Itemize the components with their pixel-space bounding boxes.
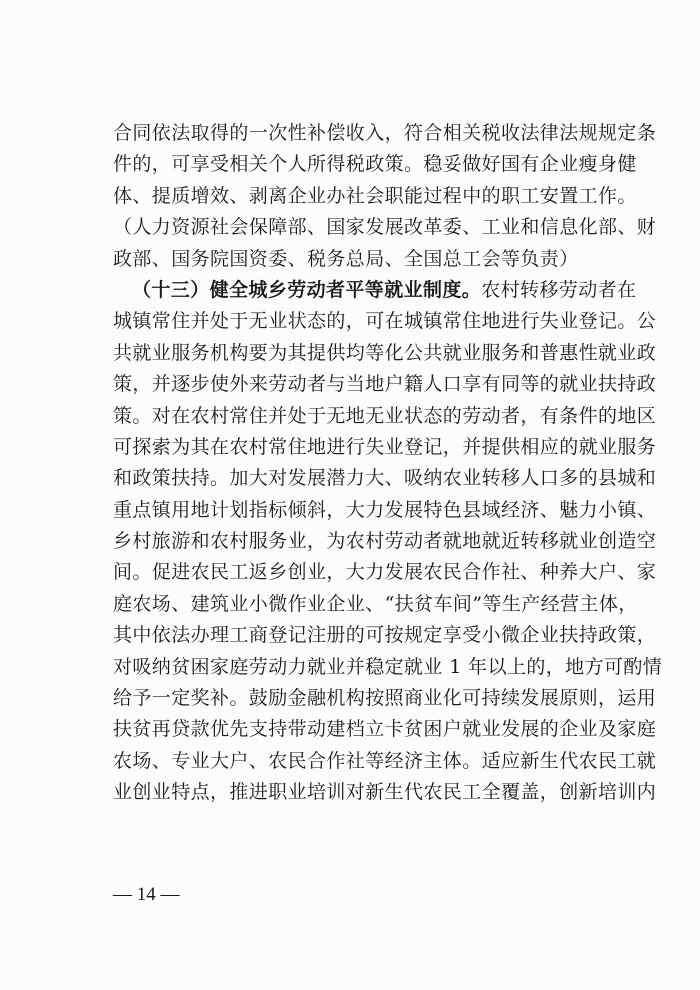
section-heading: （十三）健全城乡劳动者平等就业制度。	[132, 278, 482, 301]
text-line: 体、提质增效、剥离企业办社会职能过程中的职工安置工作。	[113, 184, 637, 207]
text-line: 共就业服务机构要为其提供均等化公共就业服务和普惠性就业政	[113, 341, 657, 364]
page-number: — 14 —	[113, 884, 180, 905]
text-line: 给予一定奖补。鼓励金融机构按照商业化可持续发展原则，运用	[113, 687, 657, 710]
text-line: 其中依法办理工商登记注册的可按规定享受小微企业扶持政策，	[113, 624, 657, 647]
text-line: 件的，可享受相关个人所得税政策。稳妥做好国有企业瘦身健	[113, 153, 637, 176]
section-first-line	[113, 275, 635, 306]
text-line: 庭农场、建筑业小微作业企业、“扶贫车间”等生产经营主体，	[113, 592, 638, 615]
text-line: 业创业特点，推进职业培训对新生代农民工全覆盖，创新培训内	[113, 781, 657, 804]
body-text	[113, 118, 663, 809]
text-line: 重点镇用地计划指标倾斜，大力发展特色县域经济、魅力小镇、	[113, 498, 657, 521]
text-line: 策。对在农村常住并处于无地无业状态的劳动者，有条件的地区	[113, 404, 657, 427]
text-line: 和政策扶持。加大对发展潜力大、吸纳农业转移人口多的县城和	[113, 467, 657, 490]
text-line: 间。促进农民工返乡创业，大力发展农民合作社、种养大户、家	[113, 561, 657, 584]
text-line: 政部、国务院国资委、税务总局、全国总工会等负责）	[113, 247, 579, 270]
text-line: 乡村旅游和农村服务业，为农村劳动者就地就近转移就业创造空	[113, 530, 657, 553]
text-line: 策，并逐步使外来劳动者与当地户籍人口享有同等的就业扶持政	[113, 373, 657, 396]
text-line: 对吸纳贫困家庭劳动力就业并稳定就业 1 年以上的，地方可酌情	[113, 655, 663, 678]
text-line: 合同依法取得的一次性补偿收入，符合相关税收法律法规规定条	[113, 122, 657, 144]
text-line: 扶贫再贷款优先支持带动建档立卡贫困户就业发展的企业及家庭	[113, 718, 657, 741]
text-line: 农场、专业大户、农民合作社等经济主体。适应新生代农民工就	[113, 749, 657, 772]
section-first-line-text: 农村转移劳动者在	[481, 278, 637, 301]
text-line: 城镇常住并处于无业状态的，可在城镇常住地进行失业登记。公	[113, 310, 657, 333]
text-line: （人力资源社会保障部、国家发展改革委、工业和信息化部、财	[113, 216, 657, 239]
text-line: 可探索为其在农村常住地进行失业登记，并提供相应的就业服务	[113, 435, 657, 458]
